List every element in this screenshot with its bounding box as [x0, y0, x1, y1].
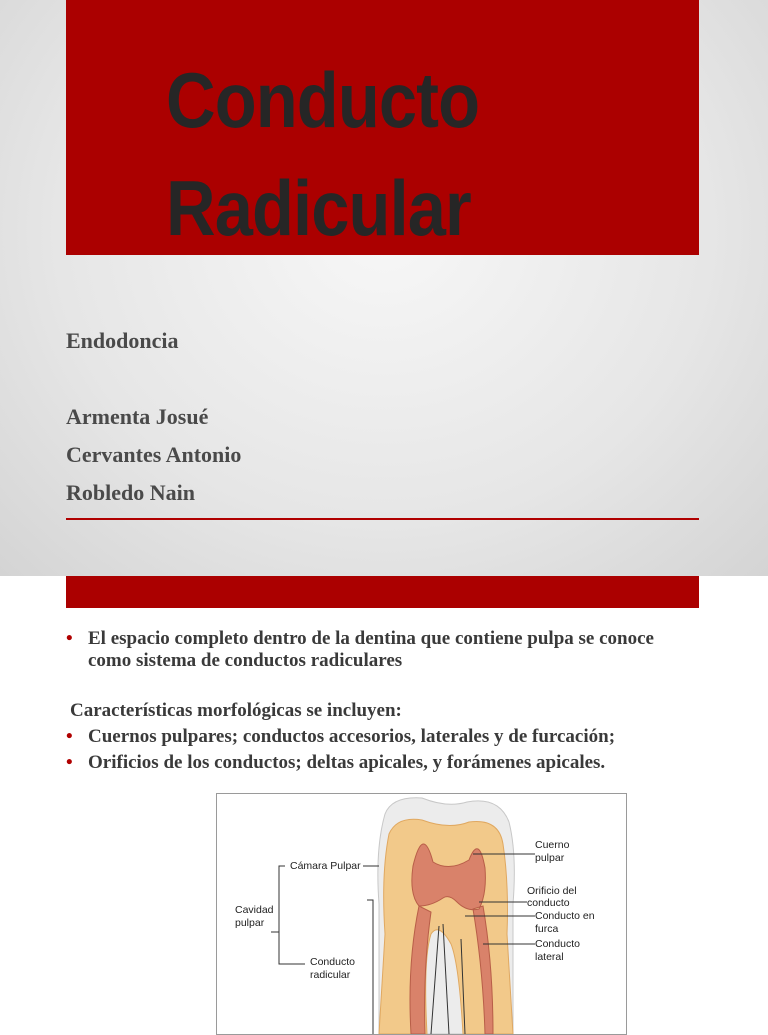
label-lateral-1: Conducto	[535, 938, 580, 950]
title-banner	[66, 0, 699, 255]
title-line-1: Conducto	[166, 56, 480, 144]
bullet-icon: •	[66, 726, 73, 747]
label-conducto-radicular-2: radicular	[310, 969, 351, 981]
title-line-2: Radicular	[166, 164, 471, 252]
label-furca-1: Conducto en	[535, 910, 595, 922]
label-conducto-radicular-1: Conducto	[310, 956, 355, 968]
author-3: Robledo Nain	[66, 480, 195, 505]
label-cuerno-2: pulpar	[535, 852, 565, 864]
bullet-icon: •	[66, 752, 73, 773]
label-cuerno-1: Cuerno	[535, 839, 570, 851]
label-camara-pulpar: Cámara Pulpar	[290, 860, 361, 872]
divider-rule	[66, 518, 699, 520]
label-orificio-1: Orificio del	[527, 885, 577, 897]
header-bar	[66, 576, 699, 608]
bullet-item	[66, 628, 686, 672]
subtitle: Endodoncia	[66, 328, 179, 353]
spacer	[66, 360, 666, 398]
bullet-icon: •	[66, 628, 73, 649]
content-slide	[0, 576, 768, 1024]
subtitle-block	[66, 322, 666, 512]
label-furca-2: furca	[535, 923, 559, 935]
bullet-text: El espacio completo dentro de la dentina que contiene pulpa se conoce como sistema de conductos radiculares	[88, 628, 654, 671]
slide-title	[166, 46, 624, 262]
author-2: Cervantes Antonio	[66, 442, 242, 467]
label-lateral-2: lateral	[535, 951, 564, 963]
bullet-text: Cuernos pulpares; conductos accesorios, laterales y de furcación;	[88, 726, 616, 747]
label-orificio-2: conducto	[527, 897, 570, 909]
bullet-item	[66, 726, 746, 748]
tooth-anatomy-figure	[216, 793, 627, 1035]
author-1: Armenta Josué	[66, 404, 209, 429]
label-cavidad-2: pulpar	[235, 917, 265, 929]
label-cavidad-1: Cavidad	[235, 904, 274, 916]
bullet-item	[66, 752, 746, 774]
characteristics-heading: Características morfológicas se incluyen:	[70, 700, 402, 721]
bullet-text: Orificios de los conductos; deltas apicales, y forámenes apicales.	[88, 752, 606, 773]
